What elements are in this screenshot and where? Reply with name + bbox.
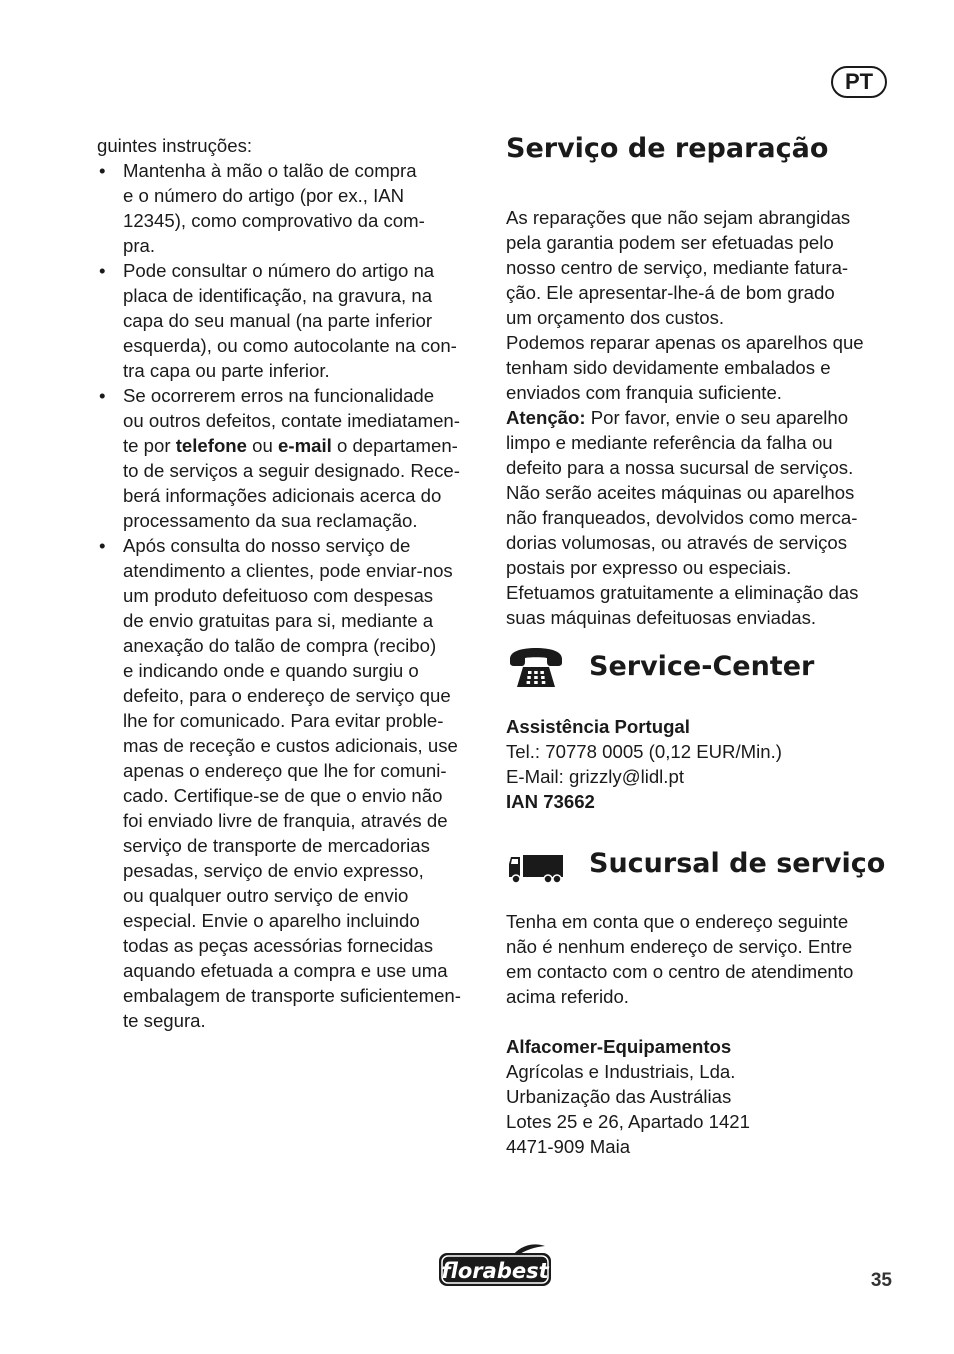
branch-paragraph: Tenha em conta que o endereço seguinte não é nenhum endereço de serviço. Entre em contacto com o centro de atendimento acima referido. <box>506 911 854 1007</box>
left-column <box>97 133 489 1033</box>
service-center-contact <box>506 714 898 814</box>
right-column <box>506 133 898 1159</box>
repair-paragraph: As reparações que não sejam abrangidas pela garantia podem ser efetuadas pelo nosso centro de serviço, mediante fatura- ção. Ele apresentar-lhe-á de bom grado um orçamento dos custos. <box>506 207 851 328</box>
repair-packaging-paragraph: Podemos reparar apenas os aparelhos que tenham sido devidamente embalados e enviados com franquia suficiente. <box>506 332 864 403</box>
truck-icon <box>506 842 566 886</box>
list-item: • Após consulta do nosso serviço de atendimento a clientes, pode enviar-nos um produto defeituoso com despesas de envio gratuitas para si, mediante a anexação do talão de compra (recibo) e indicando onde e quando surgiu o defeito, para o endereço de serviço que lhe for comunicado. Para evitar proble- mas de receção e custos adicionais, use apenas o endereço que lhe for comuni- cado. Certifique-se de que o envio não foi enviado livre de franquia, através de serviço de transporte de mercadorias pesadas, serviço de envio expresso, ou qualquer outro serviço de envio especial. Envie o aparelho incluindo todas as peças acessórias fornecidas aquando efetuada a compra e use uma embalagem de transporte suficientemen- te segura. <box>99 535 461 1031</box>
attention-label: Atenção: <box>506 407 586 428</box>
repair-heading: Serviço de reparação <box>506 133 829 164</box>
list-item: • Se ocorrerem erros na funcionalidade ou outros defeitos, contate imediatamen- te por telefone ou e-mail o departamen- to de serviços a seguir designado. Rece- berá informações adicionais acerca do processamento da sua reclamação. <box>99 385 460 531</box>
branch-header <box>506 839 898 889</box>
florabest-logo-icon <box>437 1241 555 1289</box>
bullet-icon: • <box>99 260 106 281</box>
bullet-icon: • <box>99 385 106 406</box>
company-name: Alfacomer-Equipamentos <box>506 1036 732 1057</box>
brand-logo <box>437 1241 555 1289</box>
phone-keyword: telefone <box>175 435 248 456</box>
attention-paragraph: Atenção: Por favor, envie o seu aparelho limpo e mediante referência da falha ou defeito para a nossa sucursal de serviços. Não serão aceites máquinas ou aparelhos não franqueados, devolvidos como merca- dorias volumosas, ou através de serviços postais por expresso ou especiais. Efetuamos gratuitamente a eliminação das suas máquinas defeituosas enviadas. <box>506 407 859 628</box>
branch-heading: Sucursal de serviço <box>589 848 886 879</box>
list-item: • Mantenha à mão o talão de compra e o número do artigo (por ex., IAN 12345), como comprovativo da com- pra. <box>99 160 425 256</box>
service-center-header <box>506 642 898 692</box>
ian-number: IAN 73662 <box>506 791 595 812</box>
email-keyword: e-mail <box>278 435 332 456</box>
intro-text: guintes instruções: <box>97 135 253 156</box>
list-item: • Pode consultar o número do artigo na placa de identificação, na gravura, na capa do seu manual (na parte inferior esquerda), ou como autocolante na con- tra capa ou parte inferior. <box>99 260 457 381</box>
bullet-icon: • <box>99 535 106 556</box>
bullet-icon: • <box>99 160 106 181</box>
service-phone: Tel.: 70778 0005 (0,12 EUR/Min.) <box>506 741 782 762</box>
page-number: 35 <box>870 1270 892 1291</box>
telephone-icon <box>506 645 566 689</box>
logo-text: florabest <box>441 1259 549 1283</box>
service-center-heading: Service-Center <box>589 651 815 682</box>
branch-address: Alfacomer-Equipamentos Agrícolas e Industriais, Lda. Urbanização das Austrálias Lotes 25 e 26, Apartado 1421 4471-909 Maia <box>506 1034 898 1159</box>
instruction-list <box>97 158 489 1033</box>
language-badge: PT <box>831 66 887 98</box>
service-center-name: Assistência Portugal <box>506 716 690 737</box>
service-email: E-Mail: grizzly@lidl.pt <box>506 766 684 787</box>
